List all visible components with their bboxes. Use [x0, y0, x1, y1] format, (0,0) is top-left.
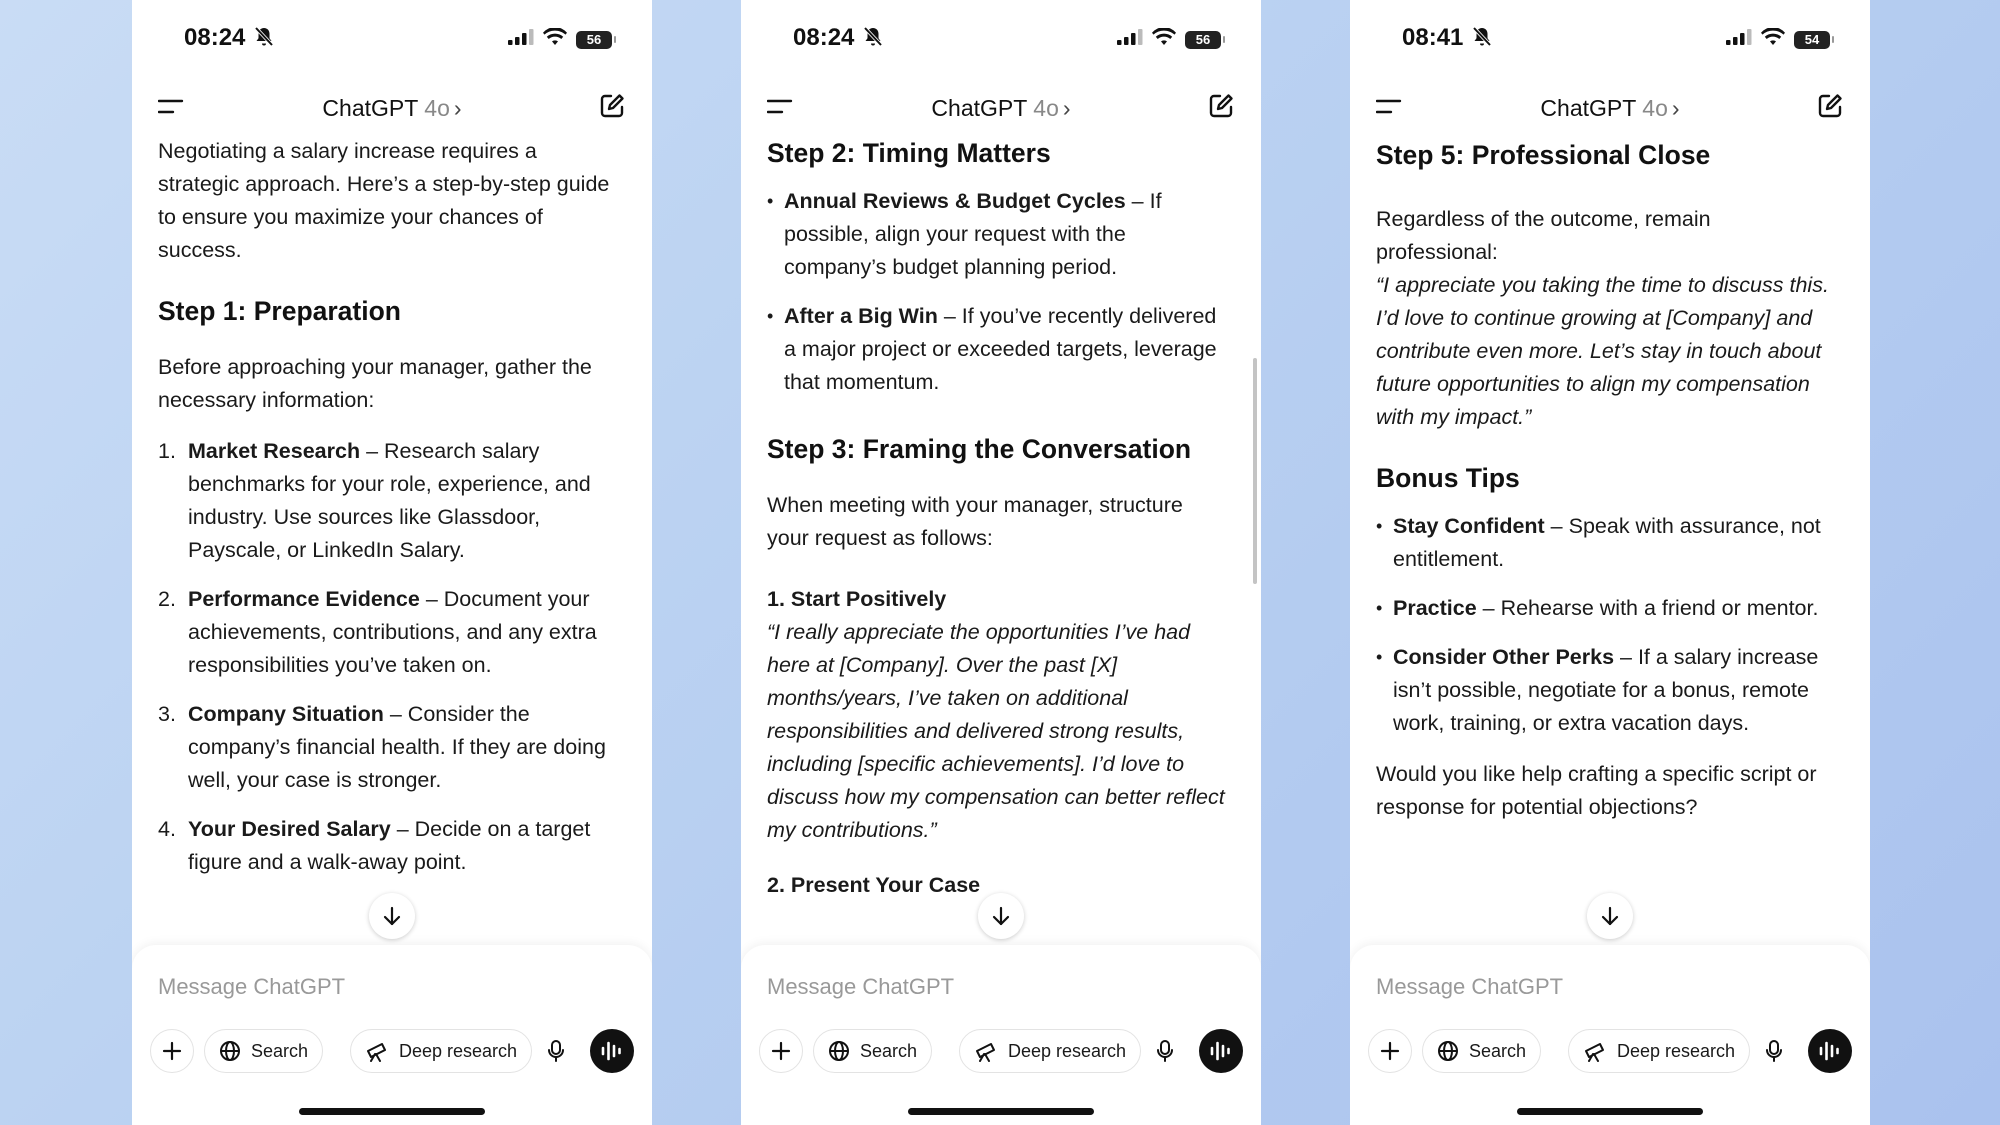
dictate-button[interactable]	[1143, 1029, 1187, 1073]
message-input[interactable]	[767, 969, 1235, 1005]
arrow-down-icon	[382, 905, 402, 927]
quote: “I really appreciate the opportunities I’ve had here at [Company]. Over the past [X] months/years, I’ve taken on additional responsibilities and delivered strong results, including [specific achievements]. I’d love to discuss how my compensation can better reflect my contributions.”	[767, 620, 1225, 842]
phone-screen-1	[132, 0, 652, 1125]
subheading: 1. Start Positively	[767, 587, 947, 611]
globe-icon	[219, 1040, 241, 1062]
voice-mode-button[interactable]	[1808, 1029, 1852, 1073]
bullet-list	[1376, 510, 1836, 740]
bell-muted-icon	[1472, 26, 1492, 53]
status-time: 08:41	[1402, 24, 1464, 51]
microphone-icon	[1765, 1039, 1783, 1063]
deep-research-button[interactable]	[959, 1029, 1141, 1073]
bell-muted-icon	[254, 26, 274, 53]
status-time: 08:24	[793, 24, 855, 51]
model-name: 4o	[1642, 95, 1668, 121]
globe-icon	[828, 1040, 850, 1062]
composer-toolbar	[1368, 1029, 1852, 1075]
subheading: 2. Present Your Case	[767, 873, 981, 897]
scrollbar[interactable]	[1253, 358, 1257, 584]
paragraph: Regardless of the outcome, remain professional:	[1376, 207, 1711, 264]
arrow-down-icon	[991, 905, 1011, 927]
wifi-icon	[1152, 28, 1176, 51]
search-button[interactable]	[1422, 1029, 1541, 1073]
home-indicator[interactable]	[908, 1108, 1094, 1115]
model-name: 4o	[1033, 95, 1059, 121]
paragraph: When meeting with your manager, structure your request as follows:	[767, 493, 1183, 550]
home-indicator[interactable]	[1517, 1108, 1703, 1115]
list-item: • Practice – Rehearse with a friend or mentor.	[1376, 592, 1836, 625]
list-item: 3. Company Situation – Consider the company’s financial health. If they are doing well, your case is stronger.	[158, 702, 606, 792]
deep-research-label: Deep research	[1008, 1040, 1127, 1061]
plus-icon	[771, 1041, 791, 1061]
microphone-icon	[1156, 1039, 1174, 1063]
chat-response	[158, 135, 618, 942]
deep-research-label: Deep research	[399, 1040, 518, 1061]
model-name: 4o	[424, 95, 450, 121]
plus-icon	[1380, 1041, 1400, 1061]
new-chat-icon[interactable]	[1207, 92, 1235, 125]
voice-mode-button[interactable]	[1199, 1029, 1243, 1073]
attach-button[interactable]	[1368, 1029, 1412, 1073]
wifi-icon	[543, 28, 567, 51]
message-composer	[132, 945, 652, 1125]
message-input[interactable]	[1376, 969, 1844, 1005]
battery-icon: 54	[1794, 31, 1830, 49]
new-chat-icon[interactable]	[598, 92, 626, 125]
phone-screen-2	[741, 0, 1261, 1125]
search-button-label: Search	[860, 1040, 918, 1061]
section-heading: Step 5: Professional Close	[1376, 140, 1711, 170]
bell-muted-icon	[863, 26, 883, 53]
battery-icon: 56	[1185, 31, 1221, 49]
chevron-right-icon: ›	[453, 95, 462, 121]
model-selector[interactable]	[132, 92, 652, 124]
cellular-signal-icon	[508, 29, 534, 50]
app-header	[132, 84, 652, 134]
app-header	[741, 84, 1261, 134]
voice-waveform-icon	[600, 1040, 624, 1062]
dictate-button[interactable]	[1752, 1029, 1796, 1073]
home-indicator[interactable]	[299, 1108, 485, 1115]
section-heading: Step 3: Framing the Conversation	[767, 434, 1192, 464]
list-item: 2. Performance Evidence – Document your achievements, contributions, and any extra responsibilities you’ve taken on.	[158, 587, 597, 677]
model-selector[interactable]	[741, 92, 1261, 124]
list-item: • Consider Other Perks – If a salary increase isn’t possible, negotiate for a bonus, remote work, training, or extra vacation days.	[1376, 641, 1836, 740]
cellular-signal-icon	[1726, 29, 1752, 50]
bullet-list	[767, 185, 1227, 399]
wifi-icon	[1761, 28, 1785, 51]
battery-icon: 56	[576, 31, 612, 49]
globe-icon	[1437, 1040, 1459, 1062]
status-bar	[793, 22, 1221, 54]
deep-research-label: Deep research	[1617, 1040, 1736, 1061]
scroll-to-bottom-button[interactable]	[978, 893, 1024, 939]
voice-mode-button[interactable]	[590, 1029, 634, 1073]
paragraph: Before approaching your manager, gather the necessary information:	[158, 355, 592, 412]
search-button-label: Search	[251, 1040, 309, 1061]
app-header	[1350, 84, 1870, 134]
message-composer	[1350, 945, 1870, 1125]
message-input[interactable]	[158, 969, 626, 1005]
section-heading: Bonus Tips	[1376, 463, 1520, 493]
telescope-icon	[365, 1040, 389, 1062]
message-composer	[741, 945, 1261, 1125]
chevron-right-icon: ›	[1062, 95, 1071, 121]
dictate-button[interactable]	[534, 1029, 578, 1073]
plus-icon	[162, 1041, 182, 1061]
quote: “I appreciate you taking the time to discuss this. I’d love to continue growing at [Company] and contribute even more. Let’s stay in touch about future opportunities to align my compensation with my impact.”	[1376, 273, 1829, 429]
voice-waveform-icon	[1209, 1040, 1233, 1062]
search-button[interactable]	[204, 1029, 323, 1073]
composer-toolbar	[759, 1029, 1243, 1075]
chat-response	[1376, 135, 1836, 942]
status-bar	[184, 22, 612, 54]
attach-button[interactable]	[759, 1029, 803, 1073]
list-item: 1. Market Research – Research salary benchmarks for your role, experience, and industry. Use sources like Glassdoor, Payscale, or LinkedIn Salary.	[158, 439, 591, 562]
scroll-to-bottom-button[interactable]	[369, 893, 415, 939]
app-title: ChatGPT	[931, 95, 1028, 121]
app-title: ChatGPT	[322, 95, 419, 121]
voice-waveform-icon	[1818, 1040, 1842, 1062]
list-item: 4. Your Desired Salary – Decide on a target figure and a walk-away point.	[158, 817, 591, 874]
arrow-down-icon	[1600, 905, 1620, 927]
microphone-icon	[547, 1039, 565, 1063]
deep-research-button[interactable]	[1568, 1029, 1750, 1073]
closing-question: Would you like help crafting a specific script or response for potential objections?	[1376, 762, 1817, 819]
list-item: • Annual Reviews & Budget Cycles – If possible, align your request with the company’s budget planning period.	[767, 185, 1227, 284]
status-bar	[1402, 22, 1830, 54]
chevron-right-icon: ›	[1671, 95, 1680, 121]
app-title: ChatGPT	[1540, 95, 1637, 121]
search-button[interactable]	[813, 1029, 932, 1073]
telescope-icon	[1583, 1040, 1607, 1062]
attach-button[interactable]	[150, 1029, 194, 1073]
model-selector[interactable]	[1350, 92, 1870, 124]
list-item: • Stay Confident – Speak with assurance, not entitlement.	[1376, 510, 1836, 576]
composer-toolbar	[150, 1029, 634, 1075]
scroll-to-bottom-button[interactable]	[1587, 893, 1633, 939]
section-heading: Step 2: Timing Matters	[767, 138, 1051, 168]
numbered-list	[158, 435, 618, 879]
intro-paragraph: Negotiating a salary increase requires a strategic approach. Here’s a step-by-step guide to ensure you maximize your chances of success.	[158, 139, 610, 262]
list-item: • After a Big Win – If you’ve recently delivered a major project or exceeded targets, leverage that momentum.	[767, 300, 1227, 399]
status-time: 08:24	[184, 24, 246, 51]
new-chat-icon[interactable]	[1816, 92, 1844, 125]
section-heading: Step 1: Preparation	[158, 296, 401, 326]
search-button-label: Search	[1469, 1040, 1527, 1061]
phone-screen-3	[1350, 0, 1870, 1125]
cellular-signal-icon	[1117, 29, 1143, 50]
deep-research-button[interactable]	[350, 1029, 532, 1073]
telescope-icon	[974, 1040, 998, 1062]
chat-response	[767, 135, 1227, 942]
